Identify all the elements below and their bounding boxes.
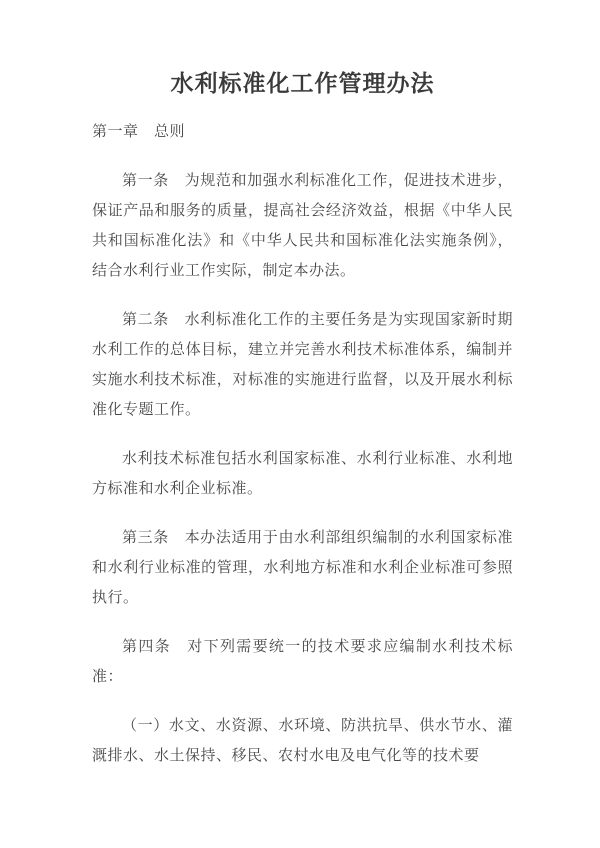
- paragraph-article-2: 第二条 水利标准化工作的主要任务是为实现国家新时期水利工作的总体目标，建立并完善水利技术标准体系，编制并实施水利技术标准，对标准的实施进行监督，以及开展水利标准化专题工作。: [92, 312, 513, 418]
- document-title: 水利标准化工作管理办法: [170, 70, 435, 96]
- paragraph-article-4: 第四条 对下列需要统一的技术要求应编制水利技术标准：: [92, 639, 513, 685]
- paragraph-article-3: 第三条 本办法适用于由水利部组织编制的水利国家标准和水利行业标准的管理，水利地方标准和水利企业标准可参照执行。: [92, 530, 513, 606]
- paragraph-article-1: 第一条 为规范和加强水利标准化工作，促进技术进步，保证产品和服务的质量，提高社会经济效益，根据《中华人民共和国标准化法》和《中华人民共和国标准化法实施条例》，结合水利行业工作实际，制定本办法。: [92, 173, 513, 279]
- chapter-heading: 第一章 总则: [92, 124, 186, 140]
- paragraph-article-4-item-1: （一）水文、水资源、水环境、防洪抗旱、供水节水、灌溉排水、水土保持、移民、农村水电及电气化等的技术要: [92, 718, 513, 764]
- paragraph-article-2-supplement: 水利技术标准包括水利国家标准、水利行业标准、水利地方标准和水利企业标准。: [92, 451, 513, 497]
